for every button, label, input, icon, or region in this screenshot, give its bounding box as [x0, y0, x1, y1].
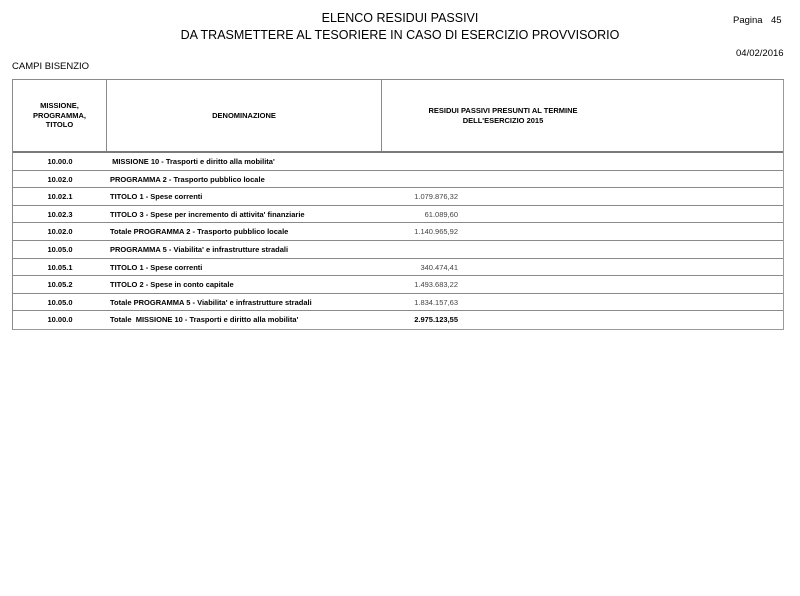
column-header-code-line2: PROGRAMMA,	[33, 110, 86, 120]
row-code: 10.05.0	[47, 244, 73, 254]
table-row	[13, 259, 783, 277]
row-amount: 340.474,41	[420, 262, 458, 272]
column-header-denominazione-label: DENOMINAZIONE	[212, 110, 276, 120]
row-amount: 1.493.683,22	[414, 280, 458, 290]
table-row	[13, 241, 783, 259]
table-row	[13, 153, 783, 171]
page-label: Pagina	[733, 15, 763, 26]
row-code: 10.05.1	[47, 262, 73, 272]
row-description: PROGRAMMA 5 - Viabilita' e infrastrutture stradali	[110, 244, 289, 254]
column-header-amount-line1: RESIDUI PASSIVI PRESUNTI AL TERMINE	[428, 106, 578, 115]
row-amount: 61.089,60	[424, 209, 458, 219]
table-header	[13, 80, 783, 153]
row-amount: 1.079.876,32	[414, 192, 458, 202]
row-description: Totale MISSIONE 10 - Trasporti e diritto alla mobilita'	[110, 315, 299, 325]
row-description: TITOLO 1 - Spese correnti	[110, 262, 203, 272]
row-code: 10.00.0	[47, 315, 73, 325]
row-description: TITOLO 3 - Spese per incremento di attivita' finanziarie	[110, 209, 305, 219]
row-code: 10.05.2	[47, 280, 73, 290]
column-header-amount-line2: DELL'ESERCIZIO 2015	[462, 115, 544, 125]
entity-name: CAMPI BISENZIO	[12, 61, 90, 72]
page-number: 45	[771, 15, 782, 26]
table-row	[13, 276, 783, 294]
row-description: PROGRAMMA 2 - Trasporto pubblico locale	[110, 174, 265, 184]
residui-table	[12, 79, 784, 330]
report-date: 04/02/2016	[736, 48, 784, 59]
table-row	[13, 206, 783, 224]
row-description: TITOLO 1 - Spese correnti	[110, 192, 203, 202]
column-header-code-line3: TITOLO	[45, 120, 74, 130]
row-description: Totale PROGRAMMA 5 - Viabilita' e infrastrutture stradali	[110, 297, 312, 307]
table-row	[13, 223, 783, 241]
row-code: 10.02.1	[47, 192, 73, 202]
row-code: 10.02.0	[47, 174, 73, 184]
row-code: 10.02.0	[47, 227, 73, 237]
table-row	[13, 294, 783, 312]
row-code: 10.02.3	[47, 209, 73, 219]
report-title-line-1: ELENCO RESIDUI PASSIVI	[321, 11, 479, 25]
report-title-line-2: DA TRASMETTERE AL TESORIERE IN CASO DI ESERCIZIO PROVVISORIO	[180, 28, 620, 42]
row-code: 10.05.0	[47, 297, 73, 307]
column-header-code-line1: MISSIONE,	[40, 101, 79, 111]
row-description: MISSIONE 10 - Trasporti e diritto alla mobilita'	[110, 157, 275, 166]
column-header-denominazione	[107, 80, 382, 151]
row-amount: 1.140.965,92	[414, 227, 458, 237]
row-amount: 2.975.123,55	[414, 315, 458, 325]
row-description: TITOLO 2 - Spese in conto capitale	[110, 280, 234, 290]
table-row	[13, 171, 783, 189]
column-header-code	[13, 80, 107, 151]
row-code: 10.00.0	[47, 157, 73, 166]
column-header-amount	[382, 80, 624, 151]
row-description: Totale PROGRAMMA 2 - Trasporto pubblico locale	[110, 227, 289, 237]
row-amount: 1.834.157,63	[414, 297, 458, 307]
table-row-total-mission	[13, 311, 783, 329]
table-row	[13, 188, 783, 206]
